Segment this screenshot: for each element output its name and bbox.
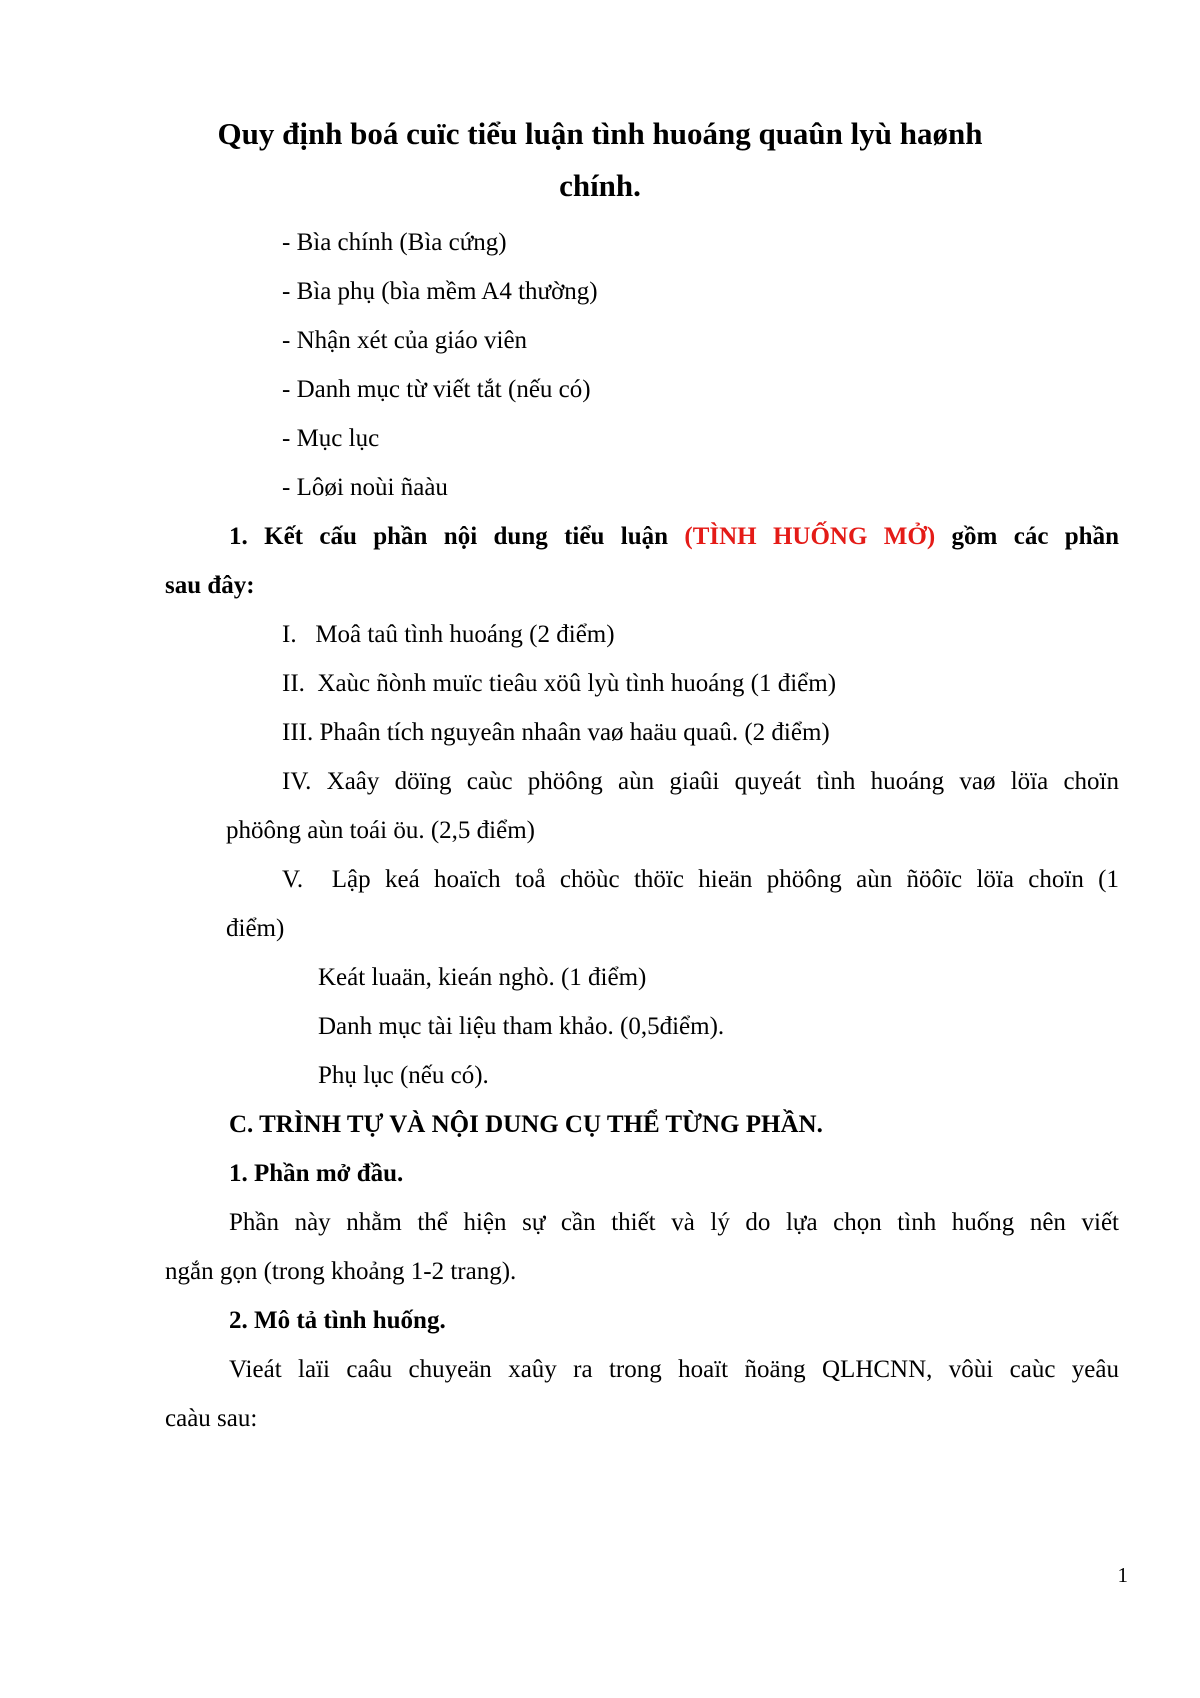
roman-item-v-cont: điểm): [226, 915, 285, 942]
roman-item-iv: IV. Xaây döïng caùc phöông aùn giaûi quyeát tình huoáng vaø löïa choïn: [282, 768, 1119, 795]
bullet-item: - Danh mục từ viết tắt (nếu có): [282, 376, 591, 403]
document-title-line-2: chính.: [559, 168, 641, 203]
part-2-paragraph-cont: caàu sau:: [165, 1405, 258, 1432]
bullet-item: - Bìa phụ (bìa mềm A4 thường): [282, 278, 598, 305]
extra-item: Danh mục tài liệu tham khảo. (0,5điểm).: [318, 1013, 725, 1040]
page-number: 1: [1117, 1563, 1128, 1587]
bullet-item: - Mục lục: [282, 425, 380, 452]
section-1-heading: [229, 522, 1119, 552]
part-1-paragraph: Phần này nhằm thể hiện sự cần thiết và lý do lựa chọn tình huống nên viết: [229, 1209, 1119, 1236]
bullet-item: - Nhận xét của giáo viên: [282, 327, 528, 354]
roman-item-i: I. Moâ taû tình huoáng (2 điểm): [282, 621, 615, 648]
bullet-item: - Bìa chính (Bìa cứng): [282, 229, 507, 256]
document-title-line-1: Quy định boá cuïc tiểu luận tình huoáng quaûn lyù haønh: [217, 116, 983, 151]
roman-item-v: V. Lập keá hoaïch toå chöùc thöïc hieän phöông aùn ñöôïc löïa choïn (1: [282, 866, 1119, 893]
part-2-paragraph: Vieát laïi caâu chuyeän xaûy ra trong hoaït ñoäng QLHCNN, vôùi caùc yeâu: [229, 1356, 1119, 1383]
section-1-text-b: gồm các phần: [935, 523, 1119, 550]
part-1-paragraph-cont: ngắn gọn (trong khoảng 1-2 trang).: [165, 1258, 517, 1285]
extra-item: Keát luaän, kieán nghò. (1 điểm): [318, 964, 647, 991]
section-1-text-a: 1. Kết cấu phần nội dung tiểu luận: [229, 523, 685, 550]
part-2-heading: 2. Mô tả tình huống.: [229, 1307, 446, 1334]
part-1-heading: 1. Phần mở đầu.: [229, 1160, 404, 1187]
bullet-item: - Lôøi noùi ñaàu: [282, 474, 448, 501]
roman-item-iv-cont: phöông aùn toái öu. (2,5 điểm): [226, 817, 535, 844]
section-1-highlight: (TÌNH HUỐNG MỞ): [684, 523, 936, 550]
roman-item-iii: III. Phaân tích nguyeân nhaân vaø haäu quaû. (2 điểm): [282, 719, 830, 746]
roman-item-ii: II. Xaùc ñònh muïc tieâu xöû lyù tình huoáng (1 điểm): [282, 670, 837, 697]
extra-item: Phụ lục (nếu có).: [318, 1062, 489, 1089]
section-1-heading-cont: sau đây:: [165, 572, 255, 599]
section-c-heading: C. TRÌNH TỰ VÀ NỘI DUNG CỤ THỂ TỪNG PHẦN.: [229, 1111, 823, 1138]
